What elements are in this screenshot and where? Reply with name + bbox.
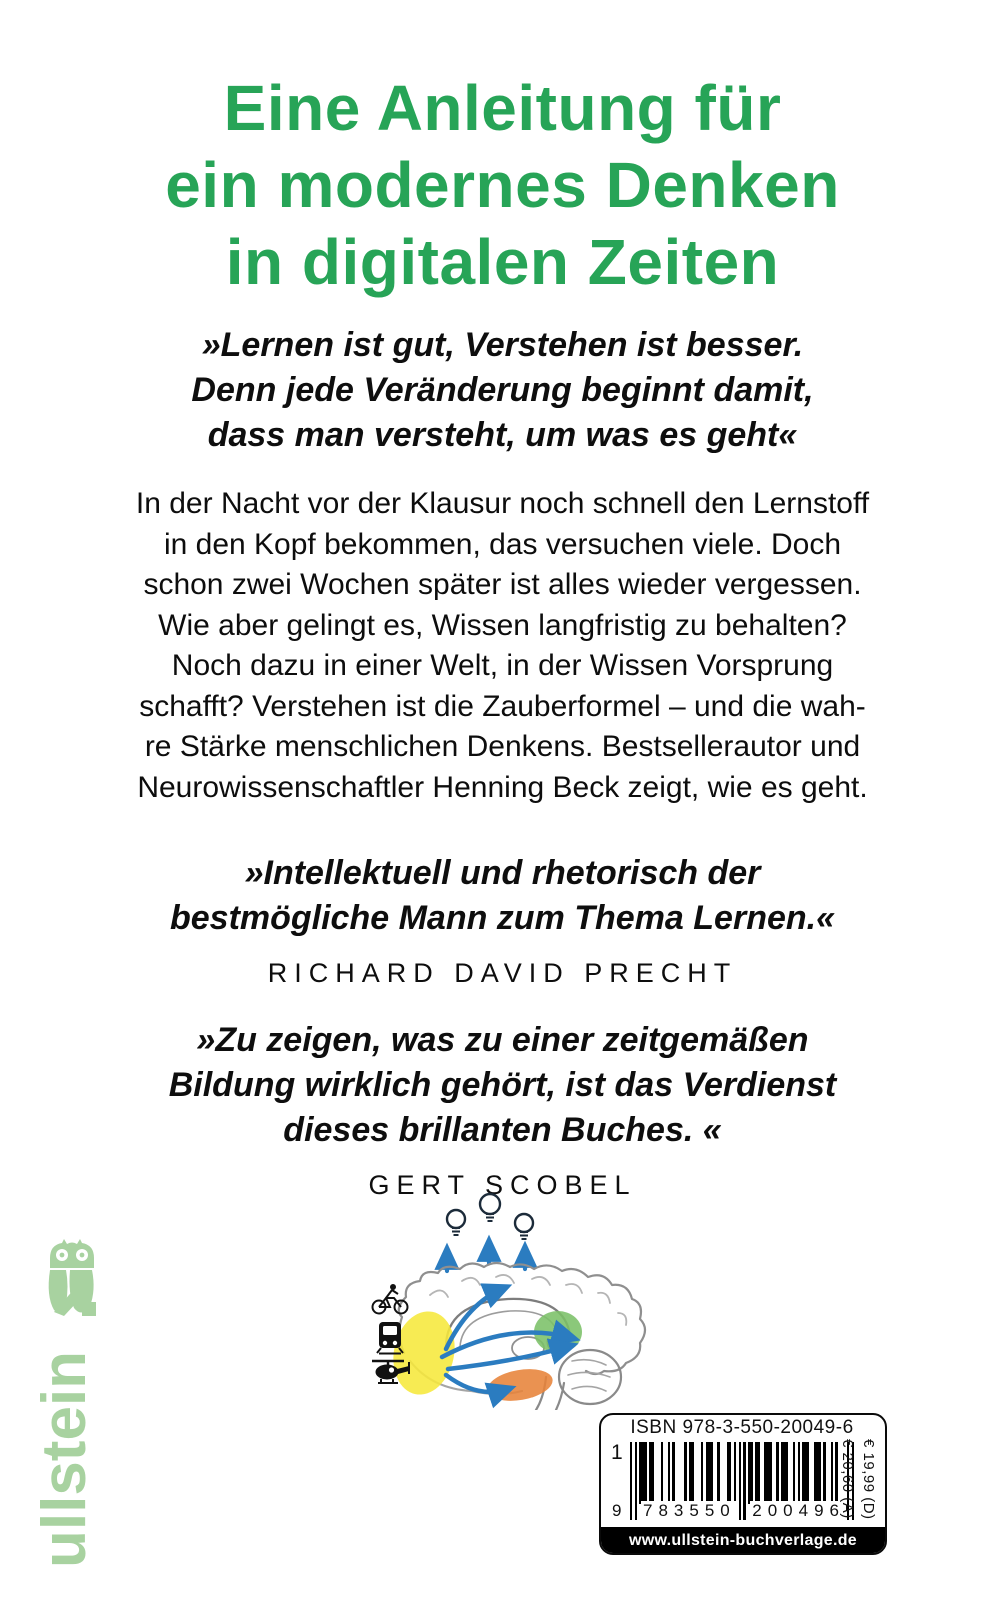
ean-first-digit: 9: [612, 1501, 622, 1520]
quote-line: »Lernen ist gut, Verstehen ist besser.: [201, 326, 804, 364]
publisher-url: www.ullstein-buchverlage.de: [599, 1527, 887, 1555]
isbn-label: ISBN 978-3-550-20049-6: [630, 1417, 854, 1438]
quote-line: Denn jede Veränderung beginnt damit,: [191, 371, 814, 409]
headline-line: ein modernes Denken: [165, 149, 840, 221]
author-quote: [0, 323, 1005, 458]
bicycle-icon: [373, 1284, 408, 1314]
quote-line: »Zu zeigen, was zu einer zeitgemäßen: [196, 1021, 809, 1059]
hippocampus-region-orange: [485, 1364, 555, 1405]
headline-line: Eine Anleitung für: [223, 72, 782, 144]
blurb-line: Neurowissenschaftler Henning Beck zeigt, wie es geht.: [137, 770, 868, 804]
blurb-line: in den Kopf bekommen, das versuchen viele. Doch: [163, 527, 842, 561]
brain-illustration: [350, 1185, 670, 1410]
endorsement-precht: [0, 851, 1005, 996]
blurb-line: schafft? Verstehen ist die Zauberformel – und die wah-: [139, 689, 866, 723]
publisher-wordmark: ullstein: [30, 1350, 99, 1568]
barcode-format-digit: 1: [611, 1441, 623, 1464]
endorsement-attribution: GERT SCOBEL: [368, 1170, 637, 1200]
blurb-line: In der Nacht vor der Klausur noch schnell den Lernstoff: [135, 487, 870, 520]
blurb-line: Noch dazu in einer Welt, in der Wissen Vorsprung: [171, 649, 834, 682]
ean-digit-group: 200496: [752, 1501, 845, 1520]
endorsement-attribution: RICHARD DAVID PRECHT: [267, 958, 738, 988]
train-icon: [377, 1322, 403, 1354]
quote-line: bestmögliche Mann zum Thema Lernen.«: [169, 899, 835, 937]
price-austria: € 20,60 (A): [839, 1439, 856, 1519]
blurb-line: Wie aber gelingt es, Wissen langfristig zu behalten?: [158, 608, 847, 642]
blurb-line: re Stärke menschlichen Denkens. Bestsellerautor und: [144, 730, 861, 763]
blurb-paragraph: [0, 484, 1005, 808]
headline: [0, 70, 1005, 301]
ean-digit-group: 783550: [643, 1501, 736, 1520]
ean-digits: [641, 1501, 847, 1521]
headline-line: in digitalen Zeiten: [225, 226, 780, 298]
quote-line: »Intellektuell und rhetorisch der: [244, 854, 761, 892]
quote-line: Bildung wirklich gehört, ist das Verdienst: [168, 1066, 837, 1104]
quote-line: dass man versteht, um was es geht«: [207, 416, 798, 454]
price-germany: € 19,99 (D): [860, 1439, 877, 1520]
isbn-barcode-block: [599, 1413, 887, 1555]
blurb-line: schon zwei Wochen später ist alles wieder vergessen.: [143, 568, 862, 601]
endorsement-scobel: [0, 1018, 1005, 1208]
quote-line: dieses brillanten Buches. «: [283, 1111, 722, 1149]
lightbulb-icon: [447, 1194, 533, 1239]
ullstein-owl-icon: [40, 1238, 104, 1320]
